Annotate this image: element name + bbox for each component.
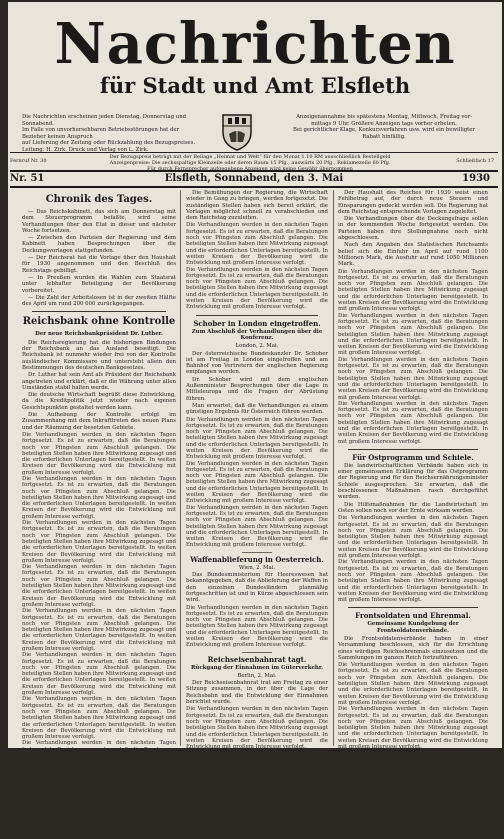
paragraph: Die Verhandlungen werden in den nächsten Tagen fortgesetzt. Es ist zu erwarten, daß die Beratungen noch vor Pfingsten zum Abschluß gelangen. Die beteiligten Stellen haben ihre Mitwirkung zugesagt und die erforderlichen Unterlagen bereitgestellt. In weiten Kreisen der Bevölkerung wird die Entwicklung mit großem Interesse verfolgt. <box>22 431 176 476</box>
divider <box>242 652 272 653</box>
headline-frontsoldaten: Frontsoldaten und Ehrenmal. <box>355 611 471 621</box>
divider <box>348 607 478 608</box>
paragraph: Der Reichseisenbahnrat trat am Freitag zu einer Sitzung zusammen, in der über die Lage der Reichsbahn und die Entwicklung der Einnahmen berichtet wurde. <box>186 680 328 706</box>
headline-schober: Schober in London eingetroffen. <box>193 318 321 328</box>
paragraph: Die Verhandlungen werden in den nächsten Tagen fortgesetzt. Es ist zu erwarten, daß die Beratungen noch vor Pfingsten zum Abschluß gelangen. Die beteiligten Stellen haben ihre Mitwirkung zugesagt und die erforderlichen Unterlagen bereitgestellt. In weiten Kreisen der Bevölkerung wird die Entwicklung mit großem Interesse verfolgt. <box>186 266 328 311</box>
paragraph: — In Preußen wurden die Wahlen zum Staatsrat unter lebhafter Beteiligung der Bevölkerung vorbereitet. <box>22 274 176 294</box>
place-date: Elsfleth, Sonnabend, den 3. Mai <box>164 173 344 184</box>
subheadline: Der neue Reichsbankpräsident Dr. Luther. <box>35 331 163 338</box>
issue-number: Nr. 51 <box>10 173 45 184</box>
divider <box>348 449 478 450</box>
headline-reichseisenbahnrat: Reichseisenbahnrat tagt. <box>207 654 307 664</box>
paragraph: Die Verhandlungen werden in den nächsten Tagen fortgesetzt. Es ist zu erwarten, daß die Beratungen noch vor Pfingsten zum Abschluß gelangen. Die beteiligten Stellen haben ihre Mitwirkung zugesagt und die erforderlichen Unterlagen bereitgestellt. In weiten Kreisen der Bevölkerung wird die Entwicklung mit großem Interesse verfolgt. <box>338 706 488 751</box>
subheadline: Gemeinsame Kundgebung der Frontsoldatenverbände. <box>367 621 459 634</box>
divider <box>196 315 318 316</box>
column-rule <box>180 190 181 746</box>
newspaper-subtitle: für Stadt und Amt Elsfleth <box>99 73 411 98</box>
paragraph: Die Verhandlungen über die Deckungsfrage sollen in der kommenden Woche fortgesetzt werden. Die Parteien haben ihre Stellungnahme noch nicht abgeschlossen. <box>338 216 488 242</box>
paragraph: Die Verhandlungen werden in den nächsten Tagen fortgesetzt. Es ist zu erwarten, daß die Beratungen noch vor Pfingsten zum Abschluß gelangen. Die beteiligten Stellen haben ihre Mitwirkung zugesagt und die erforderlichen Unterlagen bereitgestellt. In weiten Kreisen der Bevölkerung wird die Entwicklung mit großem Interesse verfolgt. <box>22 740 176 785</box>
newspaper-title: Nachrichten <box>54 11 456 77</box>
column-right <box>338 190 488 839</box>
subscription-strip <box>10 152 498 172</box>
advertising-info: Anzeigenannahme bis spätestens Montag, Mittwoch, Freitag vor- mittags 9 Uhr. Größere Anzeigen tags vorher erbeten. Bei gerichtlicher Klage, Konkursverfahren usw. wird ein bewilligter Rabatt hinfällig. <box>293 114 475 140</box>
paragraph: Die Verhandlungen werden in den nächsten Tagen fortgesetzt. Es ist zu erwarten, daß die Beratungen noch vor Pfingsten zum Abschluß gelangen. Die beteiligten Stellen haben ihre Mitwirkung zugesagt und die erforderlichen Unterlagen bereitgestellt. In weiten Kreisen der Bevölkerung wird die Entwicklung mit großem Interesse verfolgt. <box>338 268 488 313</box>
dateline-berlin: Berlin, 2. Mai. <box>237 672 277 679</box>
paragraph: Die Verhandlungen werden in den nächsten Tagen fortgesetzt. Es ist zu erwarten, daß die Beratungen noch vor Pfingsten zum Abschluß gelangen. Die beteiligten Stellen haben ihre Mitwirkung zugesagt und die erforderlichen Unterlagen bereitgestellt. In weiten Kreisen der Bevölkerung wird die Entwicklung mit großem Interesse verfolgt. <box>338 312 488 357</box>
column-left <box>22 190 176 785</box>
paragraph: Die Verhandlungen werden in den nächsten Tagen fortgesetzt. Es ist zu erwarten, daß die Beratungen noch vor Pfingsten zum Abschluß gelangen. Die beteiligten Stellen haben ihre Mitwirkung zugesagt und die erforderlichen Unterlagen bereitgestellt. In weiten Kreisen der Bevölkerung wird die Entwicklung mit großem Interesse verfolgt. <box>338 794 488 839</box>
dateline-wien: Wien, 2. Mai. <box>238 564 276 571</box>
paragraph: — Zwischen den Parteien der Regierung und dem Kabinett haben Besprechungen über die Deckungsvorlagen stattgefunden. <box>22 235 176 254</box>
post-box: Schließfach 17 <box>456 158 494 164</box>
paragraph: Die deutsche Wirtschaft begrüßt diese Entwicklung, da die Kreditpolitik jetzt wieder nach eigenen Gesichtspunkten gestaltet werden kann. <box>22 392 176 411</box>
paragraph: Die Verhandlungen werden in den nächsten Tagen fortgesetzt. Es ist zu erwarten, daß die Beratungen noch vor Pfingsten zum Abschluß gelangen. Die beteiligten Stellen haben ihre Mitwirkung zugesagt und die erforderlichen Unterlagen bereitgestellt. In weiten Kreisen der Bevölkerung wird die Entwicklung mit großem Interesse verfolgt. <box>186 604 328 649</box>
headline-reichsbank: Reichsbank ohne Kontrolle <box>22 316 176 328</box>
masthead <box>8 2 502 112</box>
paragraph: — Die Zahl der Arbeitslosen ist in der zweiten Hälfte des April um rund 200 000 zurückgegangen. <box>22 294 176 308</box>
paragraph: Dr. Schober wird mit dem englischen Außenminister Besprechungen über die Lage in Mitteleuropa und die Fragen der Abrüstung führen. <box>186 376 328 402</box>
paragraph: Die Verhandlungen werden in den nächsten Tagen fortgesetzt. Es ist zu erwarten, daß die Beratungen noch vor Pfingsten zum Abschluß gelangen. Die beteiligten Stellen haben ihre Mitwirkung zugesagt und die erforderlichen Unterlagen bereitgestellt. In weiten Kreisen der Bevölkerung wird die Entwicklung mit großem Interesse verfolgt. <box>22 696 176 741</box>
paragraph: Die Verhandlungen werden in den nächsten Tagen fortgesetzt. Es ist zu erwarten, daß die Beratungen noch vor Pfingsten zum Abschluß gelangen. Die beteiligten Stellen haben ihre Mitwirkung zugesagt und die erforderlichen Unterlagen bereitgestellt. In weiten Kreisen der Bevölkerung wird die Entwicklung mit großem Interesse verfolgt. <box>186 460 328 505</box>
paragraph: Die Verhandlungen werden in den nächsten Tagen fortgesetzt. Es ist zu erwarten, daß die Beratungen noch vor Pfingsten zum Abschluß gelangen. Die beteiligten Stellen haben ihre Mitwirkung zugesagt und die erforderlichen Unterlagen bereitgestellt. In weiten Kreisen der Bevölkerung wird die Entwicklung mit großem Interesse verfolgt. <box>22 608 176 652</box>
headline-chronik: Chronik des Tages. <box>45 194 153 205</box>
paragraph: — Das Reichskabinett, das sich am Donnerstag mit dem Steuerprogramm befaßte, wird seine Verhandlungen über den Etat in dieser und nächster Woche fortsetzen. <box>22 209 176 234</box>
paragraph: Die Verhandlungen werden in den nächsten Tagen fortgesetzt. Es ist zu erwarten, daß die Beratungen noch vor Pfingsten zum Abschluß gelangen. Die beteiligten Stellen haben ihre Mitwirkung zugesagt und die erforderlichen Unterlagen bereitgestellt. In weiten Kreisen der Bevölkerung wird die Entwicklung mit großem Interesse verfolgt. <box>22 652 176 697</box>
paragraph: Man erwartet, daß die Verhandlungen zu einem günstigen Ergebnis für Österreich führen werden. <box>186 402 328 416</box>
paragraph: Die Verhandlungen werden in den nächsten Tagen fortgesetzt. Es ist zu erwarten, daß die Beratungen noch vor Pfingsten zum Abschluß gelangen. Die beteiligten Stellen haben ihre Mitwirkung zugesagt und die erforderlichen Unterlagen bereitgestellt. In weiten Kreisen der Bevölkerung wird die Entwicklung mit großem Interesse verfolgt. <box>338 662 488 706</box>
publication-info: Die Nachrichten erscheinen jeden Dienstag, Donnerstag und Sonnabend. Im Falle von unvorhersehbaren Betriebsstörungen hat der Bezieher keinen Anspruch auf Lieferung der Zeitung oder Rückzahlung des Bezugspreises. Leitung: H. Zirk. Druck und Verlag von L. Zirk. <box>22 114 196 153</box>
subheadline: Zum Abschluß der Verhandlungen über die Konferenz. <box>191 328 323 341</box>
paragraph: Die Verhandlungen werden in den nächsten Tagen fortgesetzt. Es ist zu erwarten, daß die Beratungen noch vor Pfingsten zum Abschluß gelangen. Die beteiligten Stellen haben ihre Mitwirkung zugesagt und die erforderlichen Unterlagen bereitgestellt. In weiten Kreisen der Bevölkerung wird die Entwicklung mit großem Interesse verfolgt. <box>338 515 488 560</box>
paragraph: Die Hilfsmaßnahmen für die Landwirtschaft im Osten sollen noch vor der Ernte wirksam werden. <box>338 501 488 514</box>
paragraph: Die Verhandlungen werden in den nächsten Tagen fortgesetzt. Es ist zu erwarten, daß die Beratungen noch vor Pfingsten zum Abschluß gelangen. Die beteiligten Stellen haben ihre Mitwirkung zugesagt und die erforderlichen Unterlagen bereitgestellt. In weiten Kreisen der Bevölkerung wird die Entwicklung mit großem Interesse verfolgt. <box>186 222 328 267</box>
paragraph: Die Reichsregierung hat die bisherigen Bindungen der Reichsbank an das Ausland beseitigt. Die Reichsbank ist nunmehr wieder frei von der Kontrolle ausländischer Kommissare und untersteht allein den Bestimmungen des deutschen Bankgesetzes. <box>22 339 176 371</box>
paragraph: Die Verhandlungen werden in den nächsten Tagen fortgesetzt. Es ist zu erwarten, daß die Beratungen noch vor Pfingsten zum Abschluß gelangen. Die beteiligten Stellen haben ihre Mitwirkung zugesagt und die erforderlichen Unterlagen bereitgestellt. In weiten Kreisen der Bevölkerung wird die Entwicklung mit großem Interesse verfolgt. <box>338 400 488 445</box>
paragraph: Der Haushalt des Reiches für 1930 weist einen Fehlbetrag auf, der durch neue Steuern und Einsparungen gedeckt werden soll. Die Regierung hat dem Reichstag entsprechende Vorlagen zugeleitet. <box>338 190 488 215</box>
paragraph: Die Verhandlungen werden in den nächsten Tagen fortgesetzt. Es ist zu erwarten, daß die Beratungen noch vor Pfingsten zum Abschluß gelangen. Die beteiligten Stellen haben ihre Mitwirkung zugesagt und die erforderlichen Unterlagen bereitgestellt. In weiten Kreisen der Bevölkerung wird die Entwicklung mit großem Interesse verfolgt. <box>186 504 328 549</box>
paragraph: Die Verhandlungen werden in den nächsten Tagen fortgesetzt. Es ist zu erwarten, daß die Beratungen noch vor Pfingsten zum Abschluß gelangen. Die beteiligten Stellen haben ihre Mitwirkung zugesagt und die erforderlichen Unterlagen bereitgestellt. In weiten Kreisen der Bevölkerung wird die Entwicklung mit großem Interesse verfolgt. <box>186 706 328 751</box>
paragraph: Die Verhandlungen werden in den nächsten Tagen fortgesetzt. Es ist zu erwarten, daß die Beratungen noch vor Pfingsten zum Abschluß gelangen. Die beteiligten Stellen haben ihre Mitwirkung zugesagt und die erforderlichen Unterlagen bereitgestellt. In weiten Kreisen der Bevölkerung wird die Entwicklung mit großem Interesse verfolgt. <box>338 356 488 401</box>
headline-waffen: Waffenablieferung in Oesterreich. <box>190 554 324 564</box>
subheadline: Rückgang der Einnahmen im Güterverkehr. <box>190 664 324 671</box>
paragraph: Der österreichische Bundeskanzler Dr. Schober ist am Freitag in London eingetroffen und am Bahnhof von Vertretern der englischen Regierung empfangen worden. <box>186 350 328 376</box>
paragraph: Dr. Luther hat sein Amt als Präsident der Reichsbank angetreten und erklärt, daß er die Währung unter allen Umständen stabil halten werde. <box>22 372 176 391</box>
subscription-terms: Der Bezugspreis beträgt mit der Beilage „Heimat und Welt“ für den Monat 1.10 RM ausschließlich Bestellgeld Anzeigenpreise: Die sechsspaltige Kleinzeile oder deren Raum 15 Pfg., auswärts 20 Pfg., Reklamezeile 60 Pfg. Für durch Fernsprecher aufgegebene Anzeigen wird keine Gewähr übernommen <box>109 154 391 172</box>
column-middle <box>186 190 328 839</box>
divider <box>32 311 166 312</box>
paragraph: Die Verhandlungen werden in den nächsten Tagen fortgesetzt. Es ist zu erwarten, daß die Beratungen noch vor Pfingsten zum Abschluß gelangen. Die beteiligten Stellen haben ihre Mitwirkung zugesagt und die erforderlichen Unterlagen bereitgestellt. In weiten Kreisen der Bevölkerung wird die Entwicklung mit großem Interesse verfolgt. <box>22 520 176 564</box>
paragraph: — Der Reichsrat hat die Vorlage über den Haushalt für 1930 angenommen und den Beschluß des Reichstags gebilligt. <box>22 255 176 274</box>
newspaper-page <box>8 2 502 839</box>
paragraph: Die Verhandlungen werden in den nächsten Tagen fortgesetzt. Es ist zu erwarten, daß die Beratungen noch vor Pfingsten zum Abschluß gelangen. Die beteiligten Stellen haben ihre Mitwirkung zugesagt und die erforderlichen Unterlagen bereitgestellt. In weiten Kreisen der Bevölkerung wird die Entwicklung mit großem Interesse verfolgt. <box>22 475 176 520</box>
paragraph: Die Verhandlungen werden in den nächsten Tagen fortgesetzt. Es ist zu erwarten, daß die Beratungen noch vor Pfingsten zum Abschluß gelangen. Die beteiligten Stellen haben ihre Mitwirkung zugesagt und die erforderlichen Unterlagen bereitgestellt. In weiten Kreisen der Bevölkerung wird die Entwicklung mit großem Interesse verfolgt. <box>338 750 488 795</box>
paragraph: Das Bundesministerium für Heereswesen hat bekanntgegeben, daß die Ablieferung der Waffen in den einzelnen Bundesländern planmäßig fortgeschritten ist und in Kürze abgeschlossen sein wird. <box>186 572 328 604</box>
paragraph: Die Aufhebung der Kontrolle erfolgt im Zusammenhang mit dem Inkrafttreten des neuen Plans und der Räumung der besetzten Gebiete. <box>22 412 176 431</box>
paragraph: Die Verhandlungen werden in den nächsten Tagen fortgesetzt. Es ist zu erwarten, daß die Beratungen noch vor Pfingsten zum Abschluß gelangen. Die beteiligten Stellen haben ihre Mitwirkung zugesagt und die erforderlichen Unterlagen bereitgestellt. In weiten Kreisen der Bevölkerung wird die Entwicklung mit großem Interesse verfolgt. <box>186 794 328 839</box>
paragraph: Die Verhandlungen werden in den nächsten Tagen fortgesetzt. Es ist zu erwarten, daß die Beratungen noch vor Pfingsten zum Abschluß gelangen. Die beteiligten Stellen haben ihre Mitwirkung zugesagt und die erforderlichen Unterlagen bereitgestellt. In weiten Kreisen der Bevölkerung wird die Entwicklung mit großem Interesse verfolgt. <box>186 750 328 795</box>
divider <box>242 552 272 553</box>
paragraph: Nach den Angaben des Statistischen Reichsamts belief sich die Einfuhr im April auf rund 1100 Millionen Mark, die Ausfuhr auf rund 1050 Millionen Mark. <box>338 242 488 268</box>
phone-number: Fernruf Nr. 30 <box>10 158 47 164</box>
paragraph: Die Verhandlungen werden in den nächsten Tagen fortgesetzt. Es ist zu erwarten, daß die Beratungen noch vor Pfingsten zum Abschluß gelangen. Die beteiligten Stellen haben ihre Mitwirkung zugesagt und die erforderlichen Unterlagen bereitgestellt. In weiten Kreisen der Bevölkerung wird die Entwicklung mit großem Interesse verfolgt. <box>186 416 328 461</box>
town-crest-icon <box>220 112 254 152</box>
dateline-london: London, 2. Mai. <box>235 343 279 350</box>
headline-ostprogramm: Für Ostprogramm und Schiele. <box>352 452 474 462</box>
paragraph: Die Bemühungen der Regierung, die Wirtschaft wieder in Gang zu bringen, werden fortgesetzt. Die zuständigen Stellen haben sich bereit erklärt, die Vorlagen möglichst schnell zu verabschieden und dem Reichstag zuzuleiten. <box>186 190 328 222</box>
paragraph: Die landwirtschaftlichen Verbände haben sich in einer gemeinsamen Erklärung für das Ostprogramm der Regierung und für den Reichsernährungsminister Schiele ausgesprochen. Sie erwarten, daß die beschlossenen Maßnahmen rasch durchgeführt werden. <box>338 462 488 501</box>
paragraph: Die Verhandlungen werden in den nächsten Tagen fortgesetzt. Es ist zu erwarten, daß die Beratungen noch vor Pfingsten zum Abschluß gelangen. Die beteiligten Stellen haben ihre Mitwirkung zugesagt und die erforderlichen Unterlagen bereitgestellt. In weiten Kreisen der Bevölkerung wird die Entwicklung mit großem Interesse verfolgt. <box>338 559 488 604</box>
column-rule <box>333 190 334 746</box>
paragraph: Die Frontsoldatenverbände haben in einer Versammlung beschlossen, sich für die Errichtung eines würdigen Reichsehrenmals einzusetzen und die Sammlungen im ganzen Reich fortzuführen. <box>338 636 488 661</box>
year: 1930 <box>462 173 490 184</box>
dateline <box>10 170 498 188</box>
paragraph: Die Verhandlungen werden in den nächsten Tagen fortgesetzt. Es ist zu erwarten, daß die Beratungen noch vor Pfingsten zum Abschluß gelangen. Die beteiligten Stellen haben ihre Mitwirkung zugesagt und die erforderlichen Unterlagen bereitgestellt. In weiten Kreisen der Bevölkerung wird die Entwicklung mit großem Interesse verfolgt. <box>22 564 176 608</box>
